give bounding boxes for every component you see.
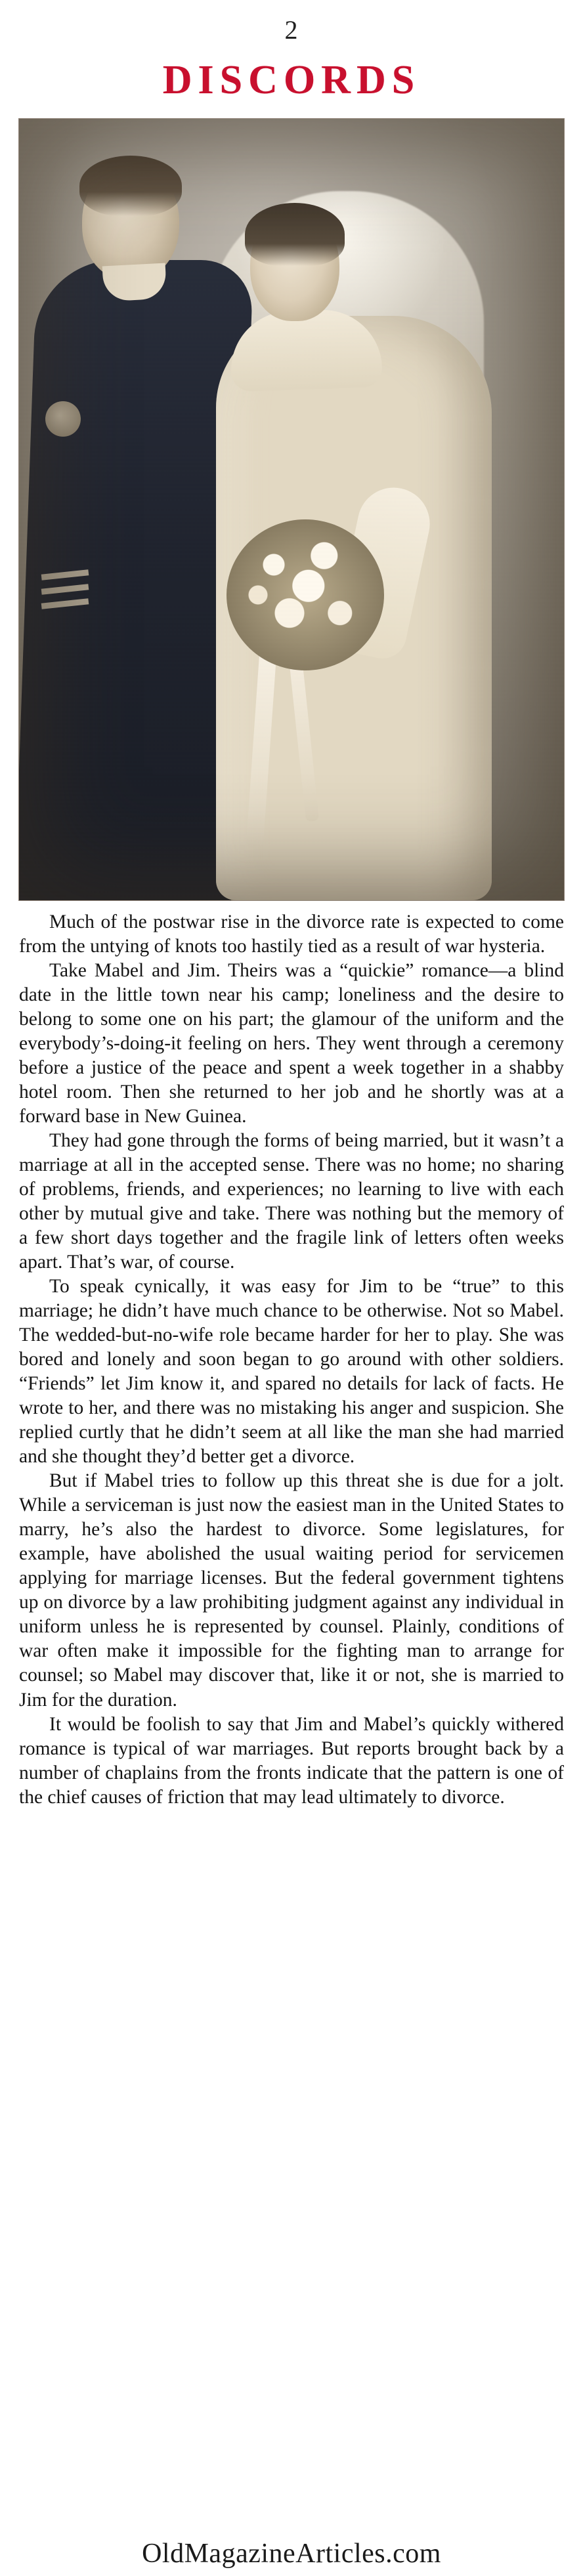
article-paragraph: To speak cynically, it was easy for Jim to be “true” to this marriage; he didn’t have much chance to be otherwise. Not so Mabel. The wedded-but-no-wife role became harder for her to play. She was bored and lonely and soon began to go around with other soldiers. “Friends” let Jim know it, and spared no details for lack of facts. He wrote to her, and there was no mistaking his anger and suspicion. She replied curtly that he didn’t seem at all like the man she had married and she thought they’d better get a divorce.	[19, 1276, 564, 1468]
bridal-bouquet	[227, 519, 384, 670]
page-number: 2	[284, 15, 299, 45]
article-paragraph: But if Mabel tries to follow up this threat she is due for a jolt. While a serviceman is just now the easiest man in the United States to marry, he’s also the hardest to divorce. Some legislatures, for example, have abolished the usual waiting period for servicemen applying for marriage licenses. But the federal government tightens up on divorce by a law prohibiting judgment against any individual in uniform unless he is represented by counsel. Plainly, conditions of war often make it impossible for the fighting man to arrange for counsel; so Mabel may discover that, like it or not, she is married to Jim for the duration.	[19, 1470, 564, 1711]
article-paragraph: Much of the postwar rise in the divorce rate is expected to come from the untying of knots too hastily tied as a result of war hysteria.	[19, 911, 564, 957]
page-title: DISCORDS	[162, 58, 421, 102]
article-paragraph: It would be foolish to say that Jim and Mabel’s quickly withered romance is typical of war marriages. But reports brought back by a number of chaplains from the fronts indicate that the pattern is one of the chief causes of friction that may lead ultimately to divorce.	[19, 1713, 564, 1808]
groom-hair	[79, 156, 182, 216]
article-paragraph: They had gone through the forms of being married, but it wasn’t a marriage at all in the accepted sense. There was no home; no sharing of problems, friends, and experiences; no learning to live with each other by mutual give and take. There was nothing but the memory of a few short days together and the fragile link of letters often weeks apart. That’s war, of course.	[19, 1130, 564, 1273]
article-body	[19, 910, 564, 1810]
bride-hair	[245, 203, 345, 266]
uniform-patch-icon	[45, 401, 81, 437]
article-paragraph: Take Mabel and Jim. Theirs was a “quickie” romance—a blind date in the little town near his camp; loneliness and the desire to belong to some one on his part; the glamour of the uniform and the everybody’s-doing-it feeling on hers. They went through a ceremony before a justice of the peace and spent a week together in a shabby hotel room. Then she returned to her job and he shortly was at a forward base in New Guinea.	[19, 960, 564, 1127]
site-watermark: OldMagazineArticles.com	[142, 2539, 441, 2569]
wedding-photograph	[18, 118, 565, 901]
